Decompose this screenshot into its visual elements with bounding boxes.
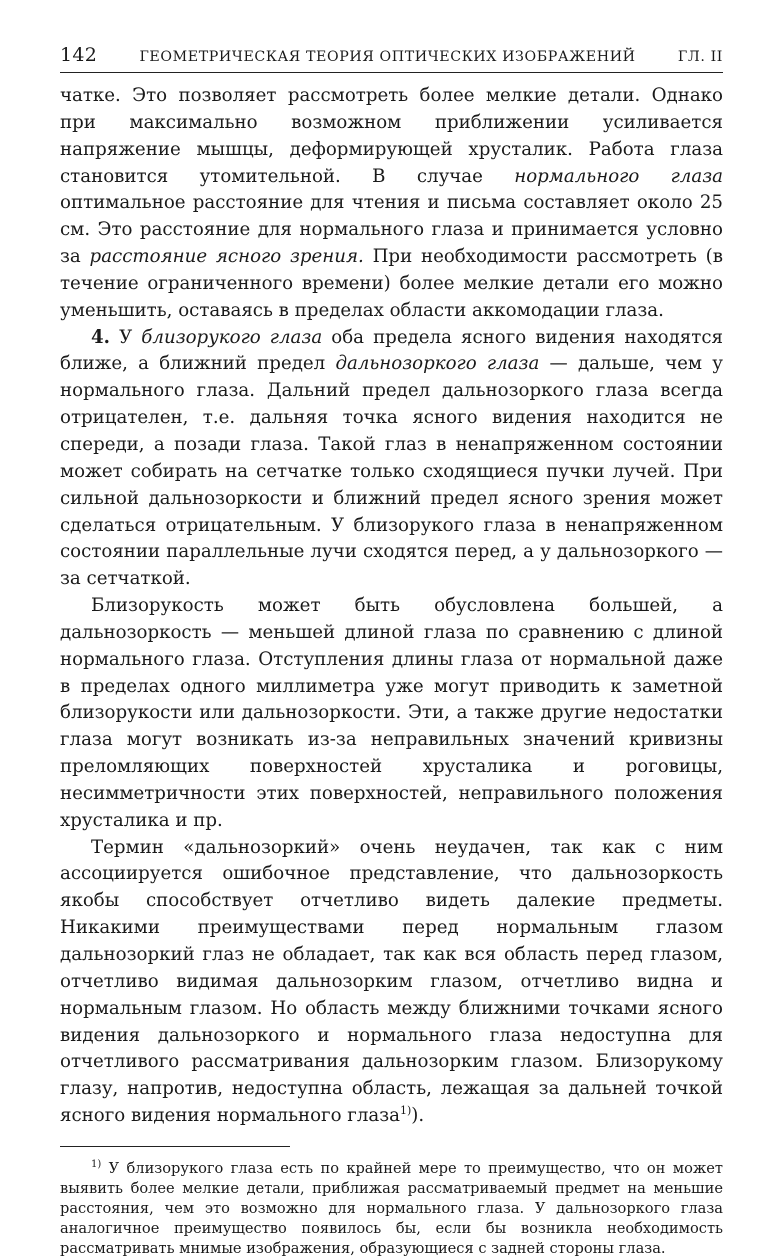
book-page — [60, 44, 723, 1258]
paragraph-4 — [60, 835, 723, 1130]
paragraph-2 — [60, 325, 723, 593]
running-title: ГЕОМЕТРИЧЕСКАЯ ТЕОРИЯ ОПТИЧЕСКИХ ИЗОБРАЖЕНИЙ — [139, 49, 636, 65]
footnote-mark: 1) — [91, 1158, 102, 1170]
paragraph-1 — [60, 83, 723, 325]
paragraph-1-text-b: оптимальное расстояние для чтения и письма составляет около 25 см. Это расстояние для нормального глаза и принимается условно за — [60, 192, 723, 268]
paragraph-1-text-c: При необходимости рассмотреть (в течение ограниченного времени) более мелкие детали его можно уменьшить, оставаясь в пределах области аккомодации глаза. — [60, 246, 724, 321]
paragraph-1-text-a: чатке. Это позволяет рассмотреть более мелкие детали. Однако при максимально возможном приближении усиливается напряжение мышцы, деформирующей хрусталик. Работа глаза становится утомительной. В случае — [60, 85, 723, 187]
footnote-text: У близорукого глаза есть по крайней мере то преимущество, что он может выявить более мелкие детали, приближая рассматриваемый предмет на меньшие расстояния, чем это возможно для нормального глаза. У дальнозоркого глаза аналогичное преимущество появилось бы, если бы возникла необходимость рассматривать мнимые изображения, образующиеся с задней стороны глаза. — [60, 1159, 723, 1257]
running-header — [60, 44, 723, 73]
term-hyperopic-eye: дальнозоркого глаза — [335, 353, 540, 375]
term-myopic-eye: близорукого глаза — [141, 326, 323, 348]
footnote-reference[interactable]: 1) — [400, 1104, 412, 1118]
term-normal-eye: нормального глаза — [514, 165, 723, 187]
paragraph-2-text-b: оба предела ясного видения находятся ближе, а ближний предел — [60, 326, 723, 375]
footnote-divider — [60, 1146, 290, 1147]
page-number: 142 — [60, 44, 98, 66]
section-number: 4. — [91, 326, 110, 348]
paragraph-4-text-b: ). — [411, 1105, 425, 1127]
paragraph-2-text-a: У — [110, 326, 142, 348]
term-clear-vision-distance: расстояние ясного зрения. — [89, 246, 364, 268]
paragraph-2-text-c: — дальше, чем у нормального глаза. Дальний предел дальнозоркого глаза всегда отрицателен, т.е. дальняя точка ясного видения находится не спереди, а позади глаза. Такой глаз в ненапряженном состоянии может собирать на сетчатке только сходящиеся пучки лучей. При сильной дальнозоркости и ближний предел ясного зрения может сделаться отрицательным. У близорукого глаза в ненапряженном состоянии параллельные лучи сходятся перед, а у дальнозоркого — за сетчаткой. — [60, 353, 723, 590]
footnote — [60, 1159, 723, 1258]
paragraph-4-text-a: Термин «дальнозоркий» очень неудачен, так как с ним ассоциируется ошибочное представление, что дальнозоркость якобы способствует отчетливо видеть далекие предметы. Никакими преимуществами перед нормальным глазом дальнозоркий глаз не обладает, так как вся область перед глазом, отчетливо видимая дальнозорким глазом, отчетливо видна и нормальным глазом. Но область между ближними точками ясного видения дальнозоркого и нормального глаза недоступна для отчетливого рассматривания дальнозорким глазом. Близорукому глазу, напротив, недоступна область, лежащая за дальней точкой ясного видения нормального глаза — [60, 836, 723, 1127]
paragraph-3: Близорукость может быть обусловлена большей, а дальнозоркость — меньшей длиной глаза по сравнению с длиной нормального глаза. Отступления длины глаза от нормальной даже в пределах одного миллиметра уже могут приводить к заметной близорукости или дальнозоркости. Эти, а также другие недостатки глаза могут возникать из-за неправильных значений кривизны преломляющих поверхностей хрусталика и роговицы, несимметричности этих поверхностей, неправильного положения хрусталика и пр. — [60, 595, 723, 831]
body-text — [60, 83, 723, 1130]
chapter-label: ГЛ. II — [677, 49, 723, 65]
